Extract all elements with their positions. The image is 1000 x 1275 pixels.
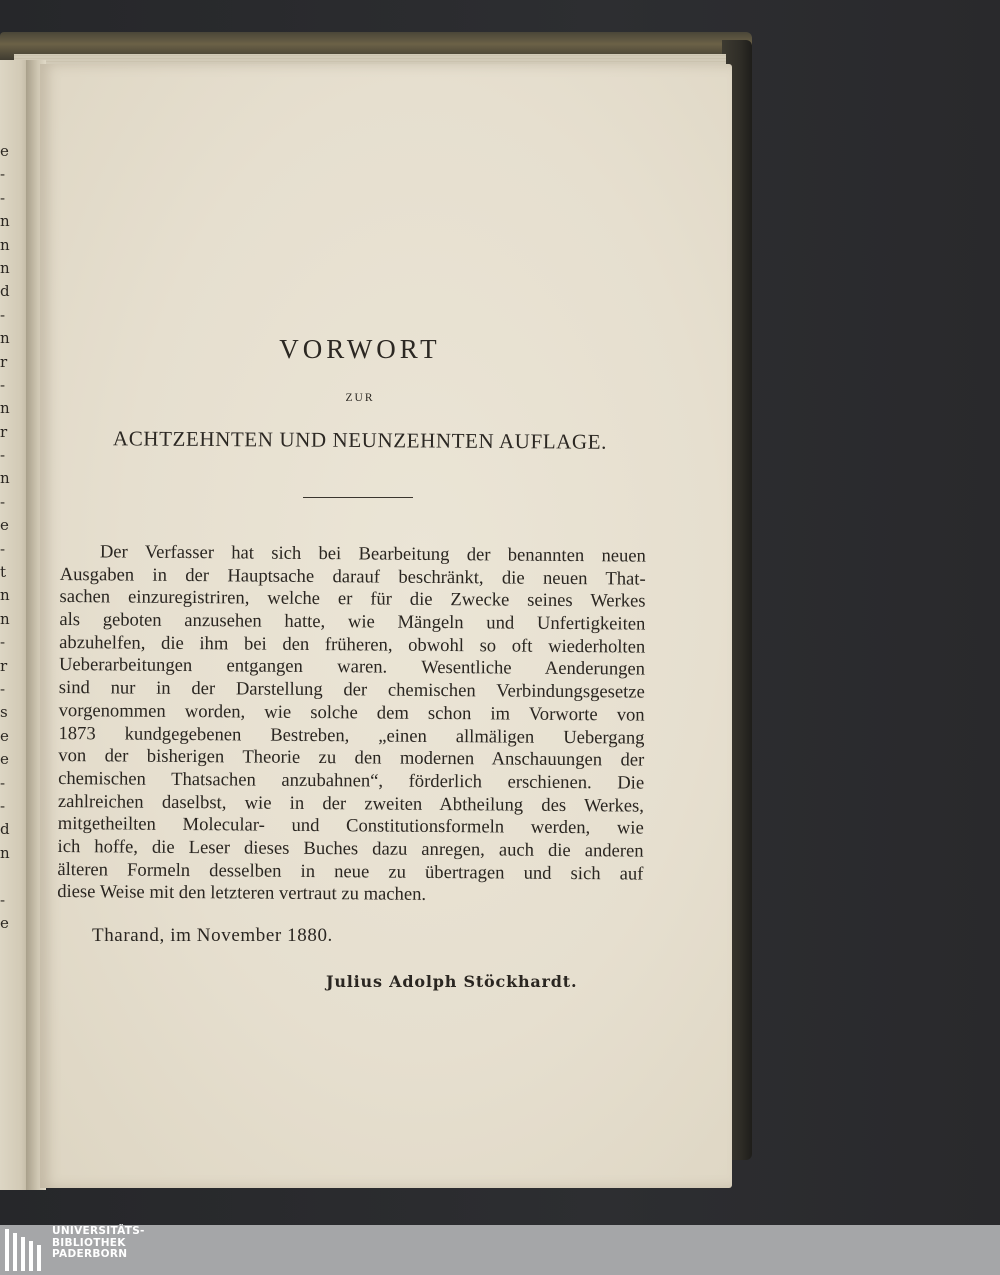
left-page-fragment: - <box>0 492 6 511</box>
body-line: mitgetheilten Molecular- und Constitutionsformeln werden, wie <box>57 813 644 839</box>
subtitle-zur: ZUR <box>345 392 375 404</box>
left-page-fragment: n <box>0 235 10 254</box>
body-line: Ausgaben in der Hauptsache darauf beschränkt, die neuen That- <box>59 563 646 590</box>
left-page-fragment: - <box>0 679 6 698</box>
left-page-fragment <box>0 865 14 888</box>
subtitle-edition: ACHTZEHNTEN UND NEUNZEHNTEN AUFLAGE. <box>112 426 608 454</box>
body-line: als geboten anzusehen hatte, wie Mängeln und Unfertigkeiten <box>59 609 646 635</box>
left-page-fragment: n <box>0 399 10 418</box>
left-page-fragment: - <box>0 375 6 394</box>
left-page-fragment: r <box>0 656 8 675</box>
logo-text-line: PADERBORN <box>52 1248 128 1260</box>
left-page-fragment: - <box>0 539 6 558</box>
body-line: zahlreichen daselbst, wie in der zweiten Abtheilung des Werkes, <box>57 790 645 817</box>
left-page-fragment: e <box>0 516 9 535</box>
body-line: sind nur in der Darstellung der chemischen Verbindungsgesetze <box>58 677 645 703</box>
left-page-fragment: n <box>0 329 10 348</box>
body-line: Ueberarbeitungen entgangen waren. Wesentliche Aenderungen <box>58 654 646 681</box>
left-page-fragment: n <box>0 212 10 231</box>
left-page-fragment: r <box>0 352 8 371</box>
body-line: abzuhelfen, die ihm bei den früheren, obwohl so oft wiederholten <box>59 631 646 658</box>
footer-bar <box>0 1225 1000 1275</box>
left-page-fragment: e <box>0 726 9 745</box>
left-page-fragment: s <box>0 703 8 722</box>
place-and-date: Tharand, im November 1880. <box>92 925 333 946</box>
body-line: von der bisherigen Theorie zu den modernen Anschauungen der <box>58 745 645 771</box>
library-bars-logo-icon <box>3 1227 47 1273</box>
left-page-fragment: - <box>0 773 6 792</box>
left-page-fragment: d <box>0 820 10 839</box>
left-page-text-fragments <box>0 140 14 935</box>
left-page-fragment: - <box>0 796 6 815</box>
page-title: VORWORT <box>279 334 441 364</box>
body-line: vorgenommen worden, wie solche dem schon im Vorworte von <box>58 699 645 726</box>
left-page-fragment: e <box>0 142 9 160</box>
left-page-fragment: - <box>0 165 6 184</box>
left-page-fragment: n <box>0 469 10 488</box>
left-page-fragment: n <box>0 586 10 605</box>
body-line: ich hoffe, die Leser dieses Buches dazu anregen, auch die anderen <box>57 835 644 862</box>
author-signature: Julius Adolph Stöckhardt. <box>326 972 578 991</box>
left-page-fragment: n <box>0 609 10 628</box>
body-line: diese Weise mit den letzteren vertraut zu machen. <box>57 881 427 906</box>
left-page-fragment: - <box>0 305 6 324</box>
body-line: Der Verfasser hat sich bei Bearbeitung der benannten neuen <box>99 541 646 567</box>
left-page-fragment: - <box>0 890 6 909</box>
left-page-fragment: - <box>0 633 6 652</box>
left-page-fragment: - <box>0 188 6 207</box>
logo-text-line: BIBLIOTHEK <box>52 1236 126 1249</box>
body-line: 1873 kundgegebenen Bestreben, „einen allmäligen Uebergang <box>58 722 645 749</box>
left-page-fragment: e <box>0 913 9 932</box>
left-page-fragment: - <box>0 446 6 465</box>
body-line: chemischen Thatsachen anzubahnen“, förderlich erschienen. Die <box>58 767 645 794</box>
body-line: sachen einzuregistriren, welche er für die Zwecke seines Werkes <box>59 586 646 612</box>
left-page-fragment: e <box>0 750 9 769</box>
logo-text-line: UNIVERSITÄTS- <box>52 1225 145 1237</box>
left-page-fragment: d <box>0 282 10 301</box>
left-page-fragment: n <box>0 843 10 862</box>
library-logo-text <box>52 1226 145 1261</box>
left-page-fragment: r <box>0 422 8 441</box>
body-line: älteren Formeln desselben in neue zu übertragen und sich auf <box>57 858 644 885</box>
preface-body-text <box>57 541 646 909</box>
left-page-fragment: t <box>0 563 7 582</box>
left-page-fragment: n <box>0 258 10 277</box>
divider-rule <box>303 497 413 498</box>
